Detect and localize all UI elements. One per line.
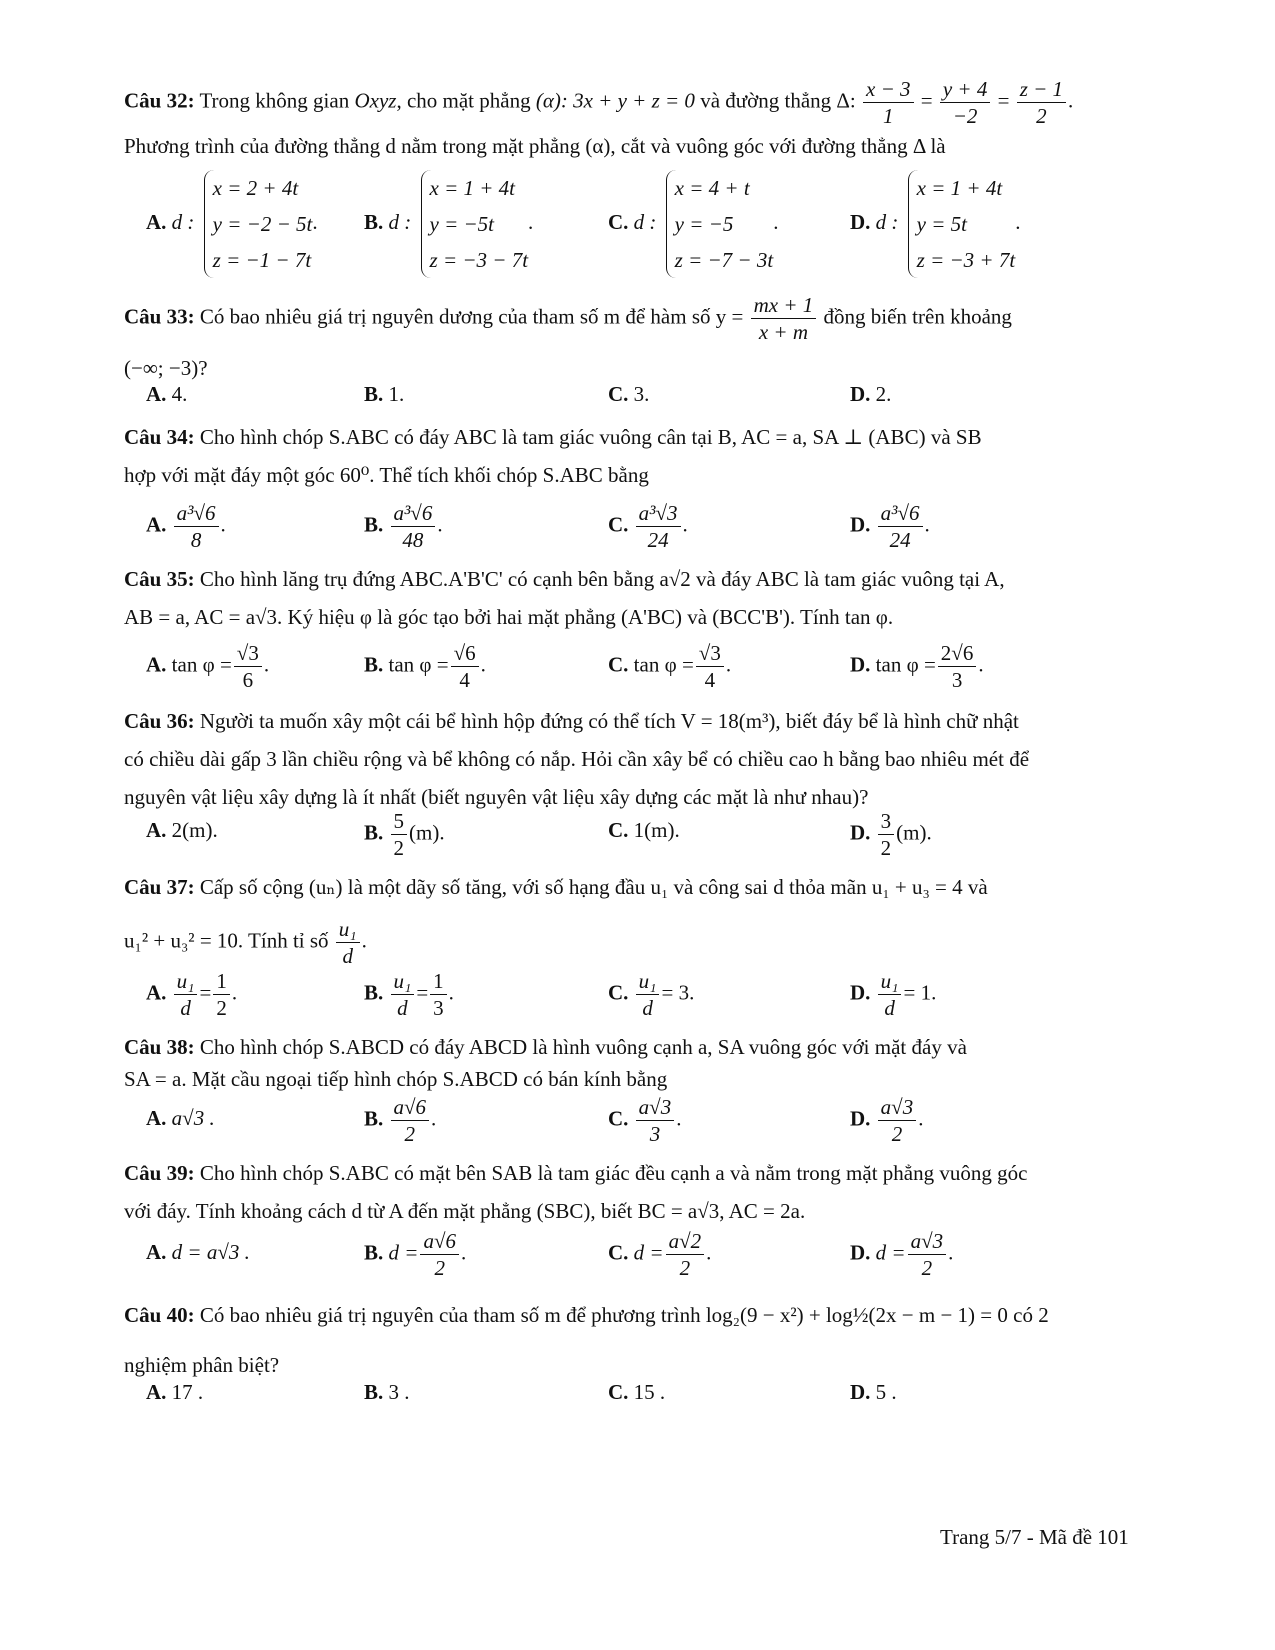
fraction-denominator: 2 — [434, 1256, 445, 1280]
option-b[interactable] — [364, 808, 445, 861]
option-text: 3. — [633, 382, 650, 406]
option-a[interactable]: A. tan φ = $\frac{√3}{6}$ . — [146, 641, 270, 692]
system-line: y = −2 − 5t — [212, 212, 313, 236]
option-prefix: d = — [633, 1240, 664, 1265]
option-text: 4. — [171, 382, 188, 406]
option-b[interactable] — [364, 170, 533, 278]
fraction — [213, 968, 230, 1021]
fraction — [751, 292, 817, 345]
option-a[interactable] — [146, 1240, 250, 1265]
equals-sign: = — [416, 980, 429, 1005]
option-label: B. — [364, 209, 384, 234]
option-prefix: d = — [388, 1240, 419, 1265]
fraction — [430, 968, 447, 1021]
option-label: A. — [146, 1240, 167, 1264]
question-37-options — [146, 968, 1156, 1024]
option-a[interactable] — [146, 382, 187, 407]
option-label: D. — [850, 382, 871, 406]
option-label: C. — [608, 980, 629, 1005]
question-40-stem-line2: nghiệm phân biệt? — [124, 1353, 280, 1377]
question-37 — [124, 868, 1154, 969]
fraction — [391, 808, 408, 861]
option-c[interactable]: C. tan φ = $\frac{√3}{4}$ . — [608, 641, 732, 692]
stem-text: Có bao nhiêu giá trị nguyên của tham số m để phương trình log₂(9 − x²) + log½(2x − m − 1) = 0 có 2 — [199, 1303, 1049, 1327]
stem-text: Cho hình chóp S.ABCD có đáy ABCD là hình vuông cạnh a, SA vuông góc với mặt đáy và — [199, 1035, 967, 1059]
option-c[interactable]: C. $\frac{\text{a³√3}}{24}$ . — [608, 501, 688, 552]
question-36 — [124, 702, 1154, 816]
option-c[interactable] — [608, 968, 694, 1021]
fraction-numerator: a√3 — [878, 1094, 917, 1121]
option-text: 2. — [875, 382, 892, 406]
question-34-stem-line2: hợp với mặt đáy một góc 60⁰. Thể tích khối chóp S.ABC bằng — [124, 463, 649, 487]
option-d[interactable] — [850, 808, 932, 861]
fraction-numerator: a√6 — [420, 1228, 459, 1255]
fraction-denominator: −2 — [952, 104, 978, 128]
option-label: D. — [850, 652, 871, 677]
option-suffix: (m). — [896, 820, 932, 845]
fraction-denominator: 24 — [647, 528, 669, 552]
option-label: B. — [364, 1106, 384, 1131]
system-line: x = 1 + 4t — [916, 176, 1003, 200]
option-d[interactable]: D. tan φ = $\frac{2√6}{3}$ . — [850, 641, 984, 692]
fraction-denominator: 2 — [921, 1256, 933, 1280]
fraction-numerator: √6 — [451, 640, 479, 667]
fraction — [420, 1228, 459, 1281]
option-a[interactable] — [146, 1380, 203, 1405]
fraction-numerator: √3 — [234, 640, 262, 667]
fraction-denominator: d — [642, 996, 653, 1020]
equation-system — [204, 170, 313, 278]
question-37-stem-line1 — [124, 868, 1154, 906]
option-label: C. — [608, 209, 629, 234]
fraction-numerator: u₁ — [391, 968, 415, 995]
option-label: D. — [850, 209, 871, 234]
question-number: Câu 37: — [124, 875, 195, 899]
option-label: A. — [146, 512, 167, 537]
question-33-stem-line2: (−∞; −3)? — [124, 356, 208, 380]
stem-text: đồng biến trên khoảng — [823, 304, 1012, 329]
fraction — [696, 640, 724, 693]
fraction-numerator: u₁ — [636, 968, 660, 995]
fraction-denominator: 24 — [889, 528, 911, 552]
stem-text: Người ta muốn xây một cái bể hình hộp đứng có thể tích V = 18(m³), biết đáy bể là hình chữ nhật — [199, 709, 1019, 733]
equation-system — [666, 170, 774, 278]
fraction-numerator: a√3 — [636, 1094, 675, 1121]
option-label: C. — [608, 1106, 629, 1131]
fraction-denominator: 2 — [679, 1256, 691, 1280]
question-35 — [124, 560, 1154, 636]
option-c[interactable]: C. $\frac{a√3}{3}$ . — [608, 1095, 682, 1146]
fraction-denominator: 2 — [880, 836, 892, 860]
option-text: 3 . — [388, 1380, 410, 1404]
fraction-numerator: a√6 — [391, 1094, 430, 1121]
option-end: . — [1015, 209, 1021, 234]
option-a[interactable]: A. $\frac{\text{a³√6}}{8}$ . — [146, 501, 226, 552]
fraction — [451, 640, 479, 693]
fraction-numerator: 1 — [213, 968, 230, 995]
option-d[interactable] — [850, 968, 936, 1021]
fraction-numerator: mx + 1 — [751, 292, 817, 319]
question-32-stem-line1: Câu 32: Trong không gian Oxyz, cho mặt phẳng (α): 3x + y + z = 0 và đường thẳng Δ: $\frac{x - 3}{1}$ = $\frac{y + 4}{-2}$ = $\frac{z - 1}{2}$ . — [124, 77, 1074, 128]
fraction-numerator: 2√6 — [938, 640, 977, 667]
option-label: C. — [608, 652, 629, 677]
question-35-stem-line2: AB = a, AC = a√3. Ký hiệu φ là góc tạo bởi hai mặt phẳng (A'BC) và (BCC'B'). Tính tan φ. — [124, 605, 894, 629]
stem-text: Trong không gian — [199, 88, 355, 113]
question-38-stem-line2: SA = a. Mặt cầu ngoại tiếp hình chóp S.ABCD có bán kính bằng — [124, 1067, 668, 1091]
stem-text: Cho hình lăng trụ đứng ABC.A'B'C' có cạnh bên bằng a√2 và đáy ABC là tam giác vuông tại A, — [199, 567, 1005, 591]
stem-text: Cho hình chóp S.ABC có đáy ABC là tam giác vuông cân tại B, AC = a, SA ⊥ (ABC) và SB — [199, 425, 982, 449]
system-line: y = 5t — [916, 212, 967, 236]
system-line: y = −5t — [429, 212, 495, 236]
option-label: A. — [146, 1380, 167, 1404]
question-number: Câu 34: — [124, 425, 195, 449]
question-40-stem-line1 — [124, 1296, 1154, 1334]
option-prefix: tan φ = — [171, 652, 232, 677]
option-label: D. — [850, 1380, 871, 1404]
equation-system — [421, 170, 529, 278]
question-40-options — [146, 1380, 1156, 1410]
question-36-stem-line1 — [124, 702, 1154, 740]
fraction — [391, 968, 415, 1021]
option-label: B. — [364, 512, 384, 537]
fraction — [878, 968, 902, 1021]
fraction-denominator: x + m — [758, 320, 809, 344]
stem-text: u₁² + u₃² = 10. Tính tỉ số — [124, 928, 329, 953]
fraction — [878, 500, 923, 553]
question-37-stem-line2: u₁² + u₃² = 10. Tính tỉ số $\frac{\text{u₁}}{d}$ . — [124, 917, 367, 968]
option-prefix: d : — [171, 209, 195, 234]
option-label: A. — [146, 980, 167, 1005]
option-d[interactable] — [850, 1380, 897, 1405]
fraction-numerator: a³√3 — [636, 500, 681, 527]
option-a[interactable] — [146, 818, 218, 843]
fraction — [174, 968, 198, 1021]
option-prefix: tan φ = — [633, 652, 694, 677]
question-38-options — [146, 1094, 1156, 1150]
option-text: 17 . — [171, 1380, 204, 1404]
question-38 — [124, 1028, 1154, 1098]
option-prefix: tan φ = — [875, 652, 936, 677]
system-line: z = −1 − 7t — [212, 248, 312, 272]
fraction-numerator: a√2 — [666, 1228, 705, 1255]
option-d[interactable]: D. $\frac{\text{a³√6}}{24}$ . — [850, 501, 930, 552]
fraction — [391, 1094, 430, 1147]
option-d[interactable] — [850, 382, 891, 407]
option-label: A. — [146, 382, 167, 406]
option-label: C. — [608, 1380, 629, 1404]
option-b[interactable]: B. $\frac{\text{a³√6}}{48}$ . — [364, 501, 443, 552]
option-text: 1. — [388, 382, 405, 406]
system-line: z = −3 + 7t — [916, 248, 1016, 272]
stem-text: Oxyz — [354, 88, 397, 113]
option-a[interactable] — [146, 1106, 215, 1131]
fraction — [938, 640, 977, 693]
question-number: Câu 39: — [124, 1161, 195, 1185]
fraction-numerator: u₁ — [174, 968, 198, 995]
option-label: B. — [364, 1380, 384, 1404]
option-prefix: d : — [875, 209, 899, 234]
fraction-denominator: 3 — [951, 668, 963, 692]
option-label: B. — [364, 1240, 384, 1265]
option-label: B. — [364, 382, 384, 406]
line-label: Δ: — [836, 88, 856, 113]
option-label: C. — [608, 512, 629, 537]
option-text: = 1. — [903, 980, 937, 1005]
option-c[interactable] — [608, 818, 680, 843]
fraction-numerator: u₁ — [336, 916, 360, 943]
option-text: d = a√3 . — [171, 1240, 250, 1264]
stem-text: Cho hình chóp S.ABC có mặt bên SAB là tam giác đều cạnh a và nằm trong mặt phẳng vuông góc — [199, 1161, 1028, 1185]
option-c[interactable] — [608, 1380, 665, 1405]
option-b[interactable]: B. tan φ = $\frac{√6}{4}$ . — [364, 641, 486, 692]
question-number: Câu 36: — [124, 709, 195, 733]
system-line: z = −3 − 7t — [429, 248, 529, 272]
question-33 — [124, 292, 1154, 387]
option-text: 2(m). — [171, 818, 218, 842]
fraction — [666, 1228, 705, 1281]
option-prefix: d = — [875, 1240, 906, 1265]
fraction-denominator: 2 — [404, 1122, 416, 1146]
option-d[interactable] — [850, 170, 1020, 278]
option-label: D. — [850, 1106, 871, 1131]
option-prefix: d : — [388, 209, 412, 234]
option-end: . — [528, 209, 534, 234]
fraction — [336, 916, 360, 969]
option-label: A. — [146, 652, 167, 677]
option-label: D. — [850, 980, 871, 1005]
option-text: 1(m). — [633, 818, 680, 842]
fraction-numerator: x − 3 — [863, 76, 914, 103]
option-text: a√3 . — [171, 1106, 215, 1130]
fraction-denominator: 1 — [883, 104, 894, 128]
question-34 — [124, 418, 1154, 494]
fraction — [908, 1228, 947, 1281]
fraction-numerator: a³√6 — [391, 500, 436, 527]
fraction-denominator: d — [342, 944, 353, 968]
question-number: Câu 35: — [124, 567, 195, 591]
option-end: . — [773, 209, 779, 234]
fraction-numerator: y + 4 — [940, 76, 991, 103]
system-line: z = −7 − 3t — [674, 248, 774, 272]
fraction — [1017, 76, 1066, 129]
question-39-stem-line1 — [124, 1154, 1154, 1192]
question-40 — [124, 1296, 1154, 1384]
option-label: D. — [850, 1240, 871, 1265]
option-prefix: tan φ = — [388, 652, 449, 677]
option-suffix: (m). — [409, 820, 445, 845]
question-number: Câu 33: — [124, 304, 195, 329]
question-33-stem-line1 — [124, 292, 1154, 345]
question-number: Câu 38: — [124, 1035, 195, 1059]
option-end: . — [312, 209, 318, 234]
question-number: Câu 40: — [124, 1303, 195, 1327]
question-39-options — [146, 1228, 1156, 1284]
option-label: A. — [146, 209, 167, 234]
stem-text: , cho mặt phẳng — [396, 88, 531, 113]
question-34-stem-line1 — [124, 418, 1154, 456]
fraction-numerator: a³√6 — [878, 500, 923, 527]
question-36-stem-line3: nguyên vật liệu xây dựng là ít nhất (biết nguyên vật liệu xây dựng các mặt là như nhau)? — [124, 785, 869, 809]
fraction-denominator: d — [884, 996, 895, 1020]
option-text: 15 . — [633, 1380, 666, 1404]
option-label: C. — [608, 818, 629, 842]
stem-text: và đường thẳng — [700, 88, 837, 113]
fraction-denominator: 4 — [459, 668, 470, 692]
fraction-denominator: 8 — [190, 528, 202, 552]
question-32 — [124, 76, 1154, 165]
question-32-stem-line2: Phương trình của đường thẳng d nằm trong mặt phẳng (α), cắt và vuông góc với đường thẳng Δ là — [124, 134, 946, 158]
question-36-options — [146, 808, 1156, 864]
fraction — [636, 1094, 675, 1147]
option-label: D. — [850, 512, 871, 537]
page-footer: Trang 5/7 - Mã đề 101 — [940, 1525, 1129, 1549]
option-label: B. — [364, 652, 384, 677]
fraction-numerator: u₁ — [878, 968, 902, 995]
fraction — [940, 76, 991, 129]
question-33-options — [146, 382, 1156, 412]
option-label: B. — [364, 820, 384, 845]
option-c[interactable] — [608, 170, 778, 278]
fraction-numerator: 1 — [430, 968, 447, 995]
option-label: D. — [850, 820, 871, 845]
option-c[interactable]: C. d = $\frac{a√2}{2}$ . — [608, 1229, 712, 1280]
fraction — [863, 76, 914, 129]
option-d[interactable]: D. $\frac{a√3}{2}$ . — [850, 1095, 924, 1146]
fraction — [878, 1094, 917, 1147]
option-b[interactable]: B. $\frac{\text{u₁}}{d}$ = $\frac{1}{3}$ . — [364, 969, 454, 1020]
option-b[interactable]: B. d = $\frac{a√6}{2}$ . — [364, 1229, 467, 1280]
fraction — [636, 500, 681, 553]
question-39-stem-line2: với đáy. Tính khoảng cách d từ A đến mặt phẳng (SBC), biết BC = a√3, AC = 2a. — [124, 1199, 806, 1223]
option-a[interactable]: A. $\frac{\text{u₁}}{d}$ = $\frac{1}{2}$ . — [146, 969, 238, 1020]
fraction-denominator: d — [180, 996, 191, 1020]
stem-text: Cấp số cộng (uₙ) là một dãy số tăng, với số hạng đầu u₁ và công sai d thỏa mãn u₁ + u₃ = 4 và — [199, 875, 988, 899]
fraction — [234, 640, 262, 693]
option-d[interactable]: D. d = $\frac{a√3}{2}$ . — [850, 1229, 954, 1280]
option-label: A. — [146, 1106, 167, 1130]
fraction-denominator: 2 — [216, 996, 227, 1020]
fraction-denominator: 2 — [1036, 104, 1047, 128]
fraction — [174, 500, 219, 553]
option-prefix: d : — [633, 209, 657, 234]
system-line: y = −5 — [674, 212, 734, 236]
fraction-denominator: 3 — [433, 996, 444, 1020]
question-39 — [124, 1154, 1154, 1230]
fraction-numerator: 5 — [391, 808, 408, 835]
plane-equation: (α): 3x + y + z = 0 — [535, 88, 695, 113]
fraction-denominator: 2 — [891, 1122, 903, 1146]
equals-sign: = — [199, 980, 212, 1005]
fraction-numerator: 3 — [878, 808, 895, 835]
fraction-numerator: a√3 — [908, 1228, 947, 1255]
system-line: x = 1 + 4t — [429, 176, 516, 200]
system-line: x = 4 + t — [674, 176, 750, 200]
option-label: C. — [608, 1240, 629, 1265]
question-36-stem-line2: có chiều dài gấp 3 lần chiều rộng và bể không có nắp. Hỏi cần xây bể có chiều cao h bằng bao nhiêu mét để — [124, 747, 1030, 771]
question-35-options — [146, 640, 1156, 696]
option-text: = 3. — [661, 980, 695, 1005]
question-number: Câu 32: — [124, 88, 195, 113]
fraction-denominator: 48 — [402, 528, 424, 552]
stem-text: Có bao nhiêu giá trị nguyên dương của tham số m để hàm số y = — [199, 304, 744, 329]
option-label: B. — [364, 980, 384, 1005]
fraction — [636, 968, 660, 1021]
fraction-denominator: 3 — [649, 1122, 661, 1146]
option-label: C. — [608, 382, 629, 406]
option-text: 5 . — [875, 1380, 897, 1404]
fraction-numerator: z − 1 — [1017, 76, 1066, 103]
option-b[interactable] — [364, 382, 404, 407]
option-a[interactable] — [146, 170, 318, 278]
option-b[interactable] — [364, 1380, 410, 1405]
fraction-denominator: 6 — [242, 668, 254, 692]
question-34-options — [146, 500, 1156, 556]
option-c[interactable] — [608, 382, 649, 407]
fraction-denominator: 2 — [393, 836, 405, 860]
fraction — [391, 500, 436, 553]
fraction — [878, 808, 895, 861]
system-line: x = 2 + 4t — [212, 176, 299, 200]
option-b[interactable]: B. $\frac{a√6}{2}$ . — [364, 1095, 437, 1146]
equation-system — [908, 170, 1016, 278]
fraction-numerator: √3 — [696, 640, 724, 667]
fraction-numerator: a³√6 — [174, 500, 219, 527]
question-32-options — [146, 170, 1156, 270]
fraction-denominator: d — [397, 996, 408, 1020]
question-35-stem-line1 — [124, 560, 1154, 598]
fraction-denominator: 4 — [704, 668, 716, 692]
option-label: A. — [146, 818, 167, 842]
